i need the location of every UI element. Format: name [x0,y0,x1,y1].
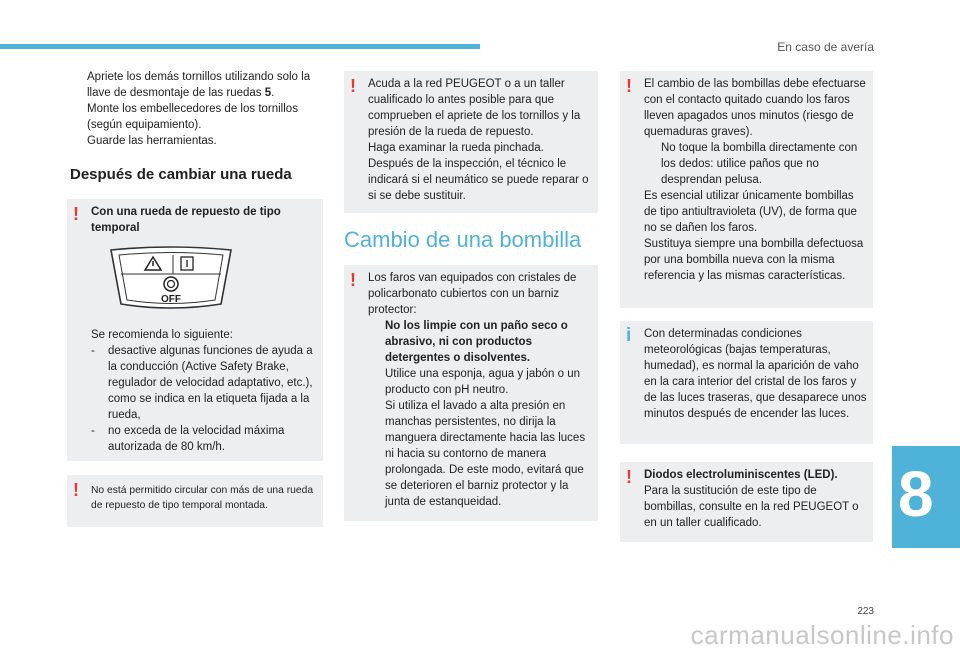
warning-icon: ! [73,480,79,500]
warning-icon: ! [350,76,356,96]
heading-after-change: Después de cambiar una rueda [70,166,292,183]
off-label: OFF [161,294,181,305]
ignition-warning-box: ! El cambio de las bombillas debe efectuarse con el contacto quitado cuando los faros lleven apagados unos minutos (riesgo de quemaduras graves). No toque la bombilla directamente con los dedos: utilice paños que no desprendan pelusa. Es esencial utilizar únicamente bombillas de tipo antiultravioleta (UV), de forma que no se dañen los faros. Sustituya siempre una bombilla defectuosa por una bombilla nueva con la misma referencia y las mismas características. [620,71,873,308]
top-accent-bar [0,44,480,49]
warning-icon: ! [73,204,79,224]
led-warning-box: ! Diodos electroluminiscentes (LED). Para la sustitución de este tipo de bombillas, consulte en la red PEUGEOT o en un taller cualificado. [620,462,873,542]
list-item: No los limpie con un paño seco o abrasivo, ni con productos detergentes o disolventes. [385,320,568,364]
watermark: carmanualsonline.info [690,620,954,649]
warning-icon: ! [626,76,632,96]
list-item: Utilice una esponja, agua y jabón o un producto con pH neutro. [385,368,581,396]
list-item: Si utiliza el lavado a alta presión en manchas persistentes, no dirija la manguera directamente hacia las luces ni hacia su contorno de manera prolongada. De este modo, evitará que se deterioren el barniz protector y la junta de estanqueidad. [385,400,586,508]
no-drive-warning-box: ! No está permitido circular con más de una rueda de repuesto de tipo temporal montada. [67,475,323,527]
section-title: En caso de avería [777,40,874,54]
page-number: 223 [857,606,874,617]
list-item: Apriete los demás tornillos utilizando solo la llave de desmontaje de las ruedas 5. [87,71,311,99]
list-item: - desactive algunas funciones de ayuda a la conducción (Active Safety Brake, regulador de velocidad adaptativo, etc.), como se indica en la etiqueta fijada a la rueda, [91,345,313,421]
list-item: - no exceda de la velocidad máxima autorizada de 80 km/h. [91,425,285,453]
headlamp-warning-box: ! Los faros van equipados con cristales de policarbonato cubiertos con un barniz protector: No los limpie con un paño seco o abrasivo, ni con productos detergentes o disolventes. Utilice una esponja, agua y jabón o un producto con pH neutro. Si utiliza el lavado a alta presión en manchas persistentes, no dirija la manguera directamente hacia las luces ni hacia su contorno de manera prolongada. De este modo, evitará que se deterioren el barniz protector y la junta de estanqueidad. [344,265,598,521]
chapter-tab [892,446,960,548]
list-item: Monte los embellecedores de los tornillos (según equipamiento). [87,103,298,131]
heading-bulb-change: Cambio de una bombilla [344,227,582,252]
chapter-number: 8 [898,458,934,530]
dashboard-panel-illustration [91,246,317,315]
intro-steps [70,69,320,149]
weather-info-box: i Con determinadas condiciones meteorológicas (bajas temperaturas, humedad), es normal la aparición de vaho en la cara interior del cristal de los faros y de las luces traseras, que desaparece unos minutos después de encender las luces. [620,321,873,444]
safety-panel-icon [101,246,241,310]
spare-wheel-warning-box: ! Con una rueda de repuesto de tipo temporal OFF Se recomienda lo siguiente: - desactive algunas funciones de ayuda a la conducción (Active Safety Brake, regulador de velocidad adaptativo, etc.), como se indica en la etiqueta fijada a la rueda, - no exceda de la velocidad máxima autorizada de 80 km/h. [67,199,323,461]
list-item: No toque la bombilla directamente con los dedos: utilice paños que no desprendan pelusa. [661,142,858,186]
warning-icon: ! [350,270,356,290]
info-icon: i [626,325,632,346]
workshop-warning-box: ! Acuda a la red PEUGEOT o a un taller cualificado lo antes posible para que comprueben el apriete de los tornillos y la presión de la rueda de repuesto. Haga examinar la rueda pinchada. Después de la inspección, el técnico le indicará si el neumático se puede reparar o si se debe sustituir. [344,71,598,213]
warning-icon: ! [626,467,632,487]
list-item: Guarde las herramientas. [87,135,217,147]
